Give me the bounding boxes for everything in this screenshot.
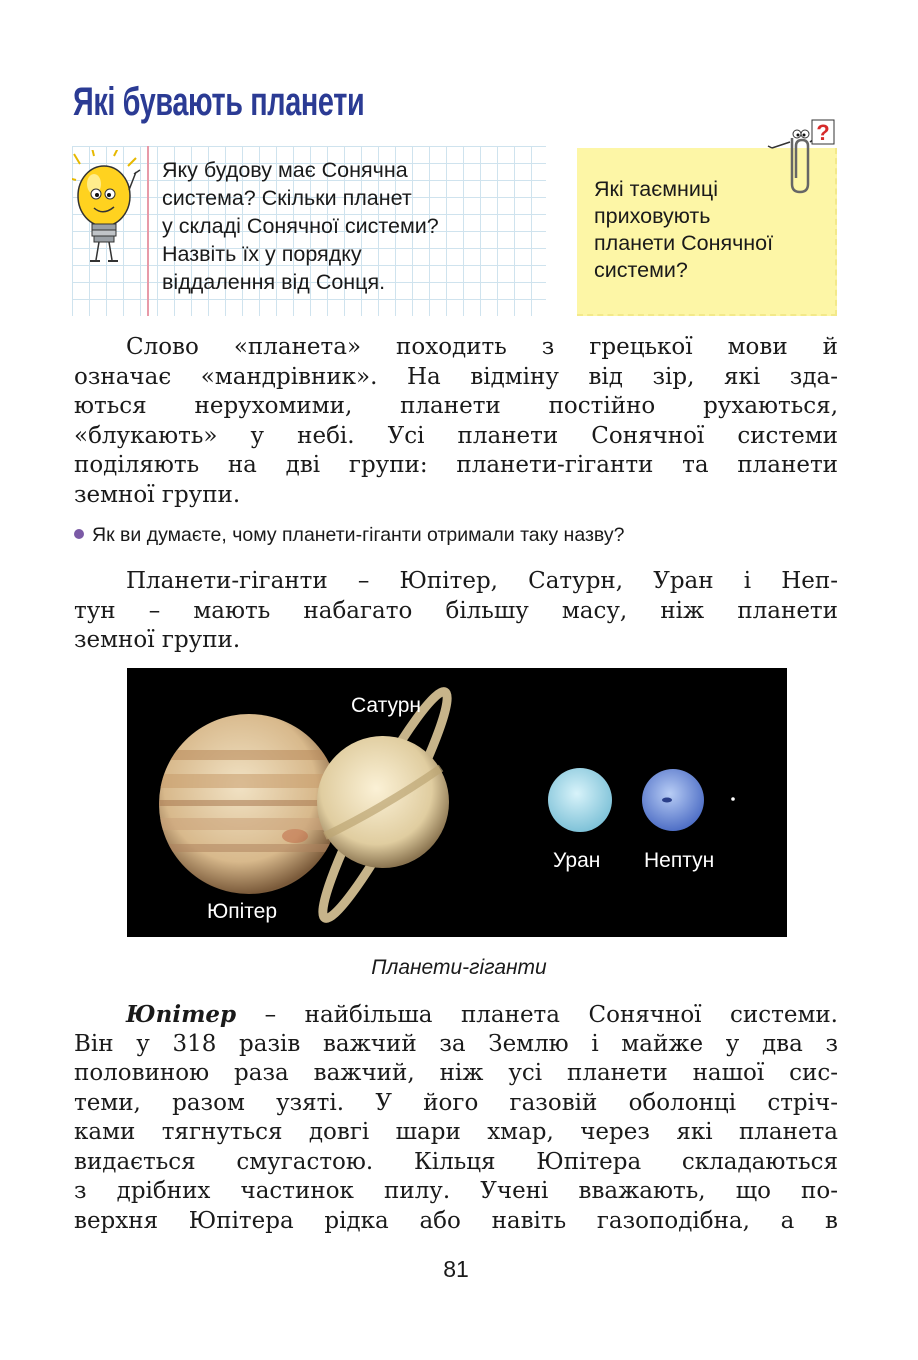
giant-planets-photo [127,668,787,937]
note-line: Які таємниці [594,177,718,201]
planets-illustration [127,668,787,937]
svg-text:?: ? [816,120,830,145]
bullet-question [74,524,624,547]
term-jupiter: Юпітер [126,1001,237,1028]
note-line: приховують [594,204,711,228]
text-line: верхня Юпітера рідка або навіть газоподібна, а в [74,1207,838,1234]
text-line [74,1000,838,1030]
text-line: Слово «планета» походить з грецької мови й [126,334,838,360]
neptune-label: Нептун [644,849,715,872]
neptune-planet [642,769,704,831]
intro-line: віддалення від Сонця. [162,270,386,294]
intro-line: система? Скільки планет [162,186,412,210]
margin-line [147,146,149,316]
text-line: видається смугастою. Кільця Юпітера складаються [74,1148,838,1175]
bullet-dot-icon [74,529,84,539]
lightbulb-mascot-icon [72,150,142,270]
text-line: тун – мають набагато більшу масу, ніж планети [74,597,838,624]
intro-question-text [162,156,439,296]
text-line: половиною раза важчий, ніж усі планети нашої сис- [74,1060,838,1086]
text-line: означає «мандрівник». На відміну від зір, які зда- [74,363,838,390]
text-line: «блукають» у небі. Усі планети Сонячної системи [74,422,838,449]
note-line: планети Сонячної [594,231,774,255]
sticky-note-text [594,176,773,284]
text-line: земної групи. [74,627,241,653]
section-heading: Які бувають планети [73,80,365,124]
intro-line: Назвіть їх у порядку [162,242,362,266]
text-line: ються нерухомими, планети постійно рухаються, [74,393,838,419]
intro-question-box [72,146,546,316]
uranus-planet [548,768,612,832]
text-line: поділяють на дві групи: планети-гіганти та планети [74,452,838,478]
jupiter-label: Юпітер [207,900,277,923]
text-line: земної групи. [74,481,241,508]
paragraph-2 [74,567,838,656]
text-line: теми, разом узяті. У його газовій оболонці стріч- [74,1089,838,1116]
uranus-label: Уран [553,849,601,872]
figure-caption: Планети-гіганти [371,956,547,979]
saturn-label: Сатурн [351,694,422,717]
text-line: ками тягнуться довгі шари хмар, через які планета [74,1119,838,1145]
intro-line: у складі Сонячної системи? [162,214,439,238]
paragraph-3 [74,1000,838,1236]
text-line: Він у 318 разів важчий за Землю і майже у два з [74,1030,838,1057]
text-line: Планети-гіганти – Юпітер, Сатурн, Уран і Неп- [126,568,838,594]
paperclip-question-icon [766,118,838,198]
intro-line: Яку будову має Сонячна [162,158,408,182]
text-fragment: – найбільша планета Сонячної системи. [236,1002,838,1028]
text-line: з дрібних частинок пилу. Учені вважають, що по- [74,1178,838,1204]
note-line: системи? [594,258,688,282]
page-number: 81 [443,1256,469,1282]
paragraph-1 [74,333,838,510]
bullet-question-text: Як ви думаєте, чому планети-гіганти отримали таку назву? [92,524,625,546]
